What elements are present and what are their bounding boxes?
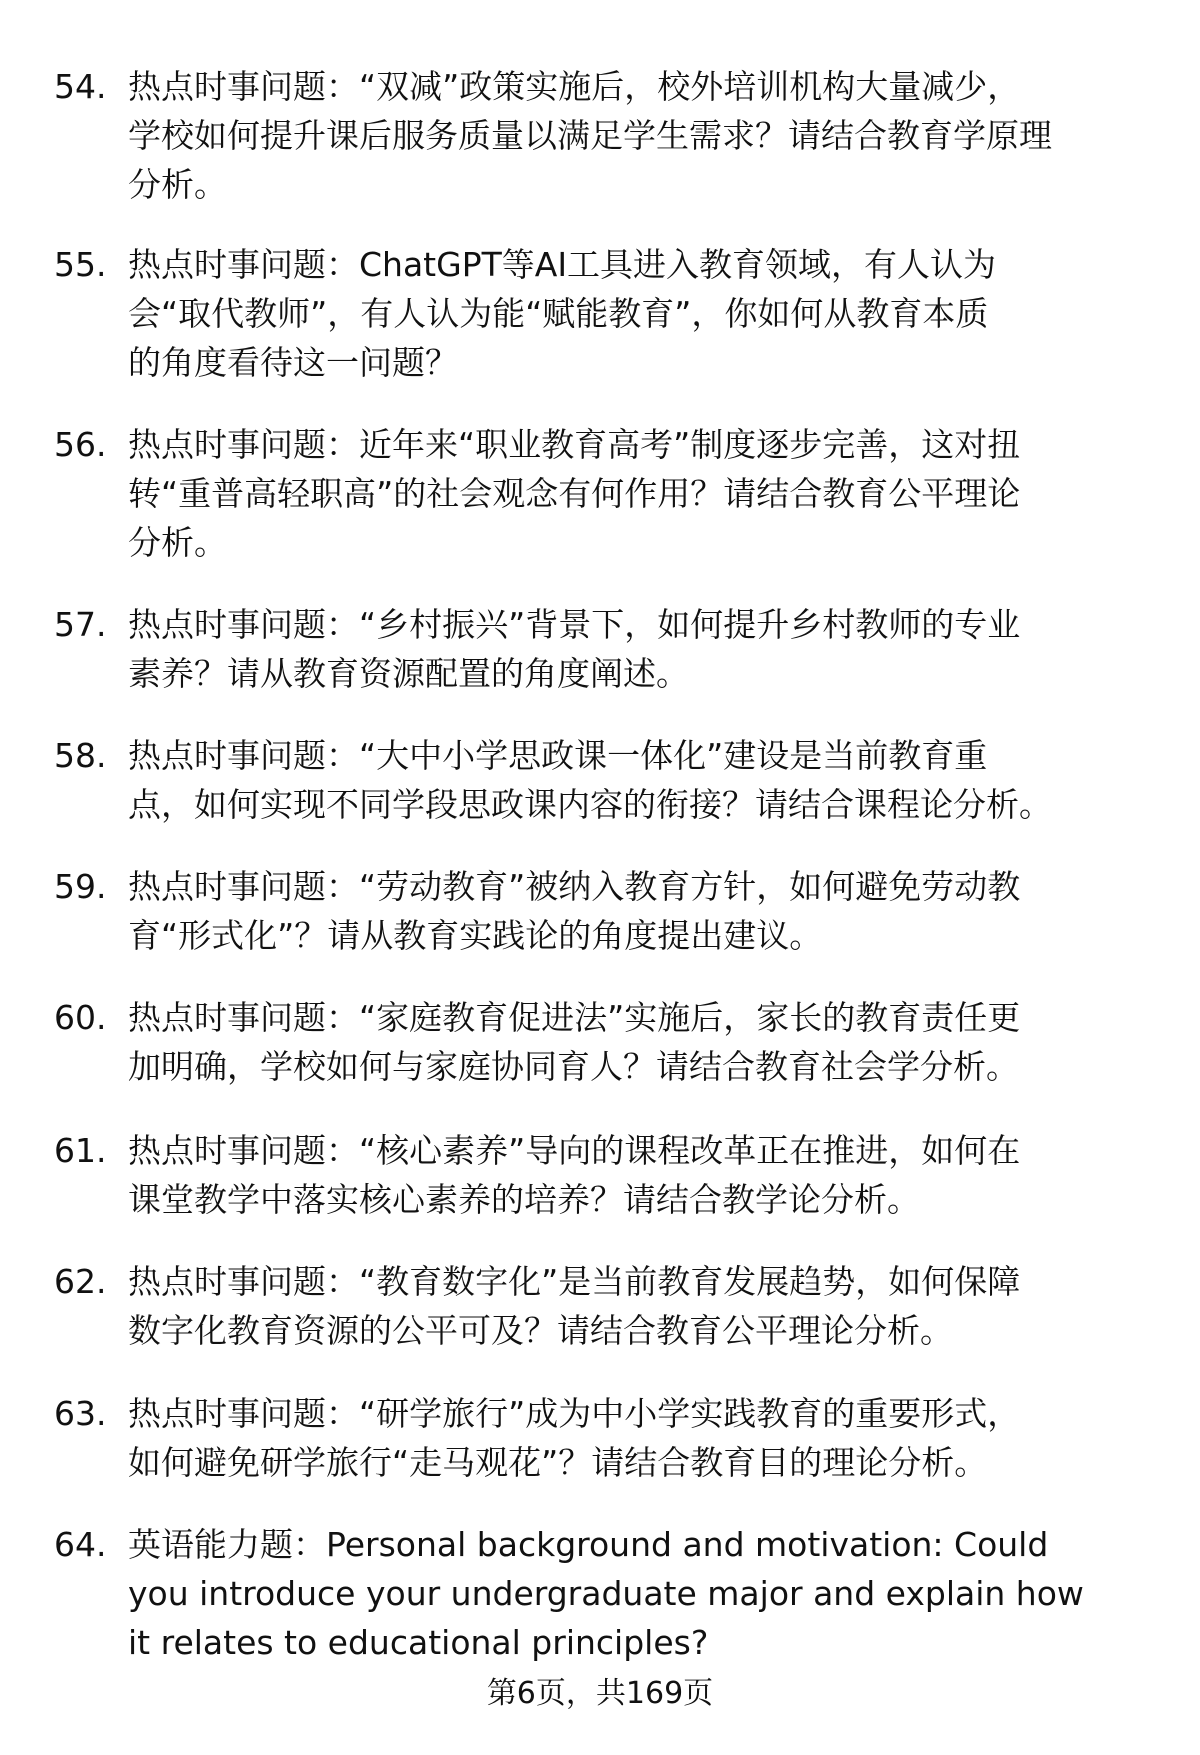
question-text <box>128 240 1168 387</box>
question-number: 60. <box>54 998 107 1037</box>
question-line: you introduce your undergraduate major and explain how <box>128 1574 1084 1613</box>
question-text <box>128 862 1168 960</box>
question-text <box>128 600 1168 698</box>
question-line: it relates to educational principles? <box>128 1623 709 1662</box>
question-line: 如何避免研学旅行“走马观花”？请结合教育目的理论分析。 <box>128 1443 988 1482</box>
question-number: 61. <box>54 1131 107 1170</box>
question-line: 热点时事问题：“大中小学思政课一体化”建设是当前教育重 <box>128 736 988 775</box>
question-line: 会“取代教师”，有人认为能“赋能教育”，你如何从教育本质 <box>128 294 989 333</box>
question-line: 热点时事问题：“乡村振兴”背景下，如何提升乡村教师的专业 <box>128 605 1021 644</box>
question-number: 62. <box>54 1262 107 1301</box>
question-line: 热点时事问题：“教育数字化”是当前教育发展趋势，如何保障 <box>128 1262 1021 1301</box>
question-line: 热点时事问题：ChatGPT等AI工具进入教育领域，有人认为 <box>128 245 997 284</box>
question-line: 热点时事问题：“家庭教育促进法”实施后，家长的教育责任更 <box>128 998 1021 1037</box>
question-text <box>128 1520 1168 1667</box>
question-text <box>128 1126 1168 1224</box>
question-number: 58. <box>54 736 107 775</box>
question-number: 57. <box>54 605 107 644</box>
question-number: 55. <box>54 245 107 284</box>
question-line: 英语能力题：Personal background and motivation: Could <box>128 1525 1049 1564</box>
question-line: 的角度看待这一问题？ <box>128 343 458 382</box>
question-line: 分析。 <box>128 523 227 562</box>
question-number: 59. <box>54 867 107 906</box>
question-text <box>128 420 1168 567</box>
question-line: 学校如何提升课后服务质量以满足学生需求？请结合教育学原理 <box>128 116 1052 155</box>
question-number: 63. <box>54 1394 107 1433</box>
question-number: 56. <box>54 425 107 464</box>
question-line: 育“形式化”？请从教育实践论的角度提出建议。 <box>128 916 823 955</box>
question-line: 热点时事问题：“劳动教育”被纳入教育方针，如何避免劳动教 <box>128 867 1021 906</box>
question-text <box>128 993 1168 1091</box>
question-number: 64. <box>54 1525 107 1564</box>
question-text <box>128 731 1168 829</box>
question-number: 54. <box>54 67 107 106</box>
question-line: 热点时事问题：近年来“职业教育高考”制度逐步完善，这对扭 <box>128 425 1021 464</box>
question-text <box>128 62 1168 209</box>
question-line: 点，如何实现不同学段思政课内容的衔接？请结合课程论分析。 <box>128 785 1052 824</box>
question-line: 分析。 <box>128 165 227 204</box>
page-number: 第6页，共169页 <box>486 1676 714 1711</box>
question-text <box>128 1389 1168 1487</box>
question-line: 素养？请从教育资源配置的角度阐述。 <box>128 654 689 693</box>
question-line: 加明确，学校如何与家庭协同育人？请结合教育社会学分析。 <box>128 1047 1019 1086</box>
question-line: 课堂教学中落实核心素养的培养？请结合教学论分析。 <box>128 1180 920 1219</box>
question-line: 数字化教育资源的公平可及？请结合教育公平理论分析。 <box>128 1311 953 1350</box>
question-line: 热点时事问题：“研学旅行”成为中小学实践教育的重要形式， <box>128 1394 1021 1433</box>
question-line: 转“重普高轻职高”的社会观念有何作用？请结合教育公平理论 <box>128 474 1021 513</box>
question-text <box>128 1257 1168 1355</box>
question-line: 热点时事问题：“双减”政策实施后，校外培训机构大量减少， <box>128 67 1021 106</box>
question-line: 热点时事问题：“核心素养”导向的课程改革正在推进，如何在 <box>128 1131 1021 1170</box>
